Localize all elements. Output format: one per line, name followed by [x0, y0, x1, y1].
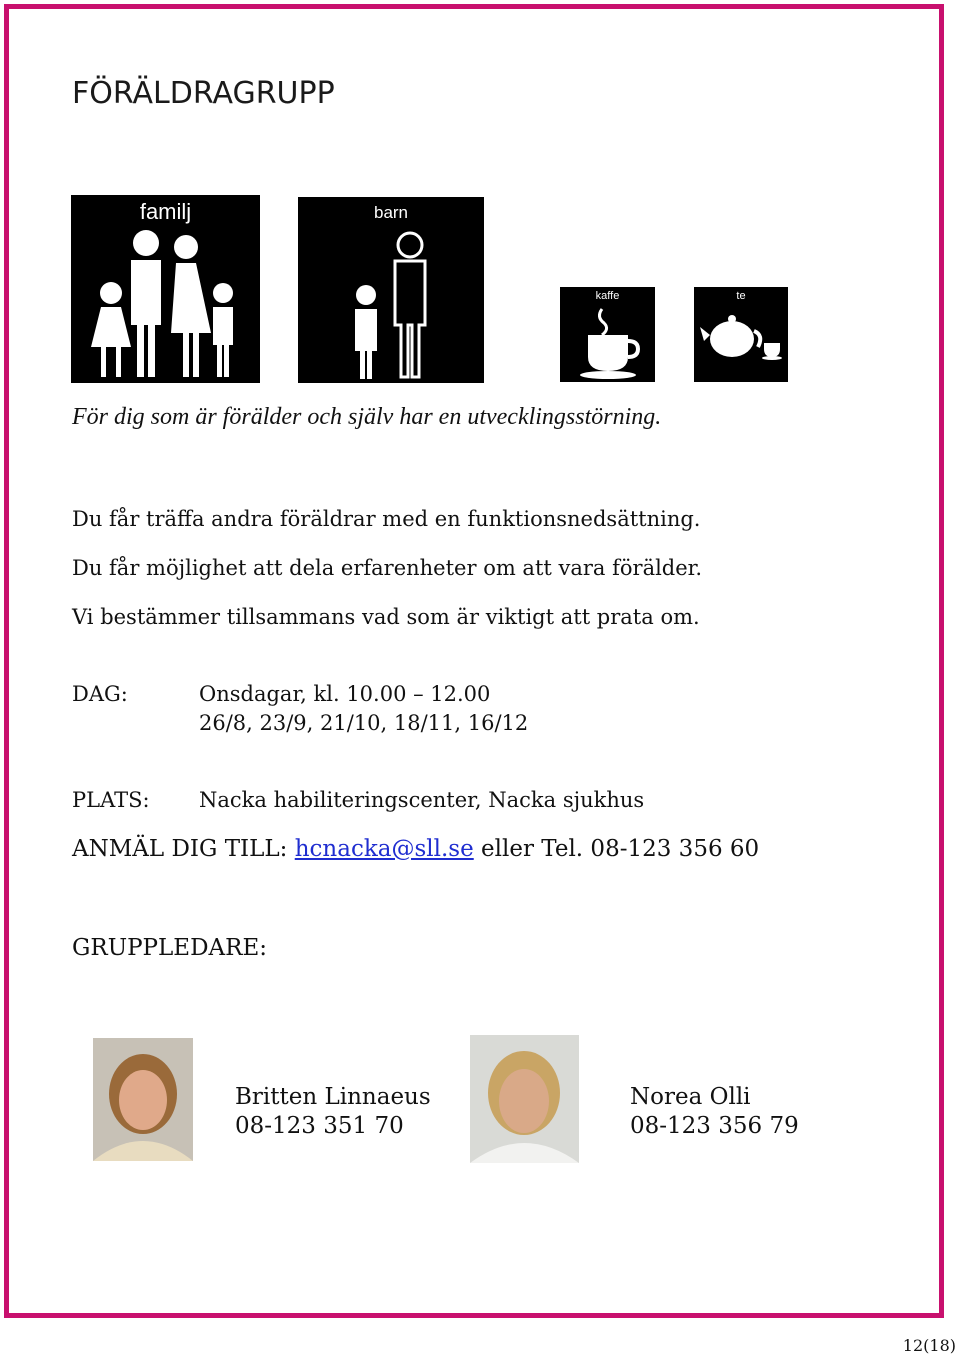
family-pictogram — [71, 195, 260, 383]
parent-child-icon — [298, 197, 484, 383]
leader-name: Norea Olli — [630, 1084, 751, 1110]
coffee-pictogram — [560, 287, 655, 382]
leader-photo — [470, 1035, 579, 1163]
leader-name: Britten Linnaeus — [235, 1084, 431, 1110]
child-pictogram — [298, 197, 484, 383]
leader-phone: 08-123 356 79 — [630, 1113, 799, 1139]
paragraph: Du får träffa andra föräldrar med en funktionsnedsättning. — [72, 507, 701, 531]
email-link[interactable]: hcnacka@sll.se — [294, 836, 474, 862]
day-label: DAG: — [72, 682, 128, 706]
tea-label: te — [736, 290, 746, 302]
signup-line — [72, 836, 759, 862]
leader-phone: 08-123 351 70 — [235, 1113, 404, 1139]
coffee-label: kaffe — [595, 290, 620, 302]
signup-phone: eller Tel. 08-123 356 60 — [481, 836, 760, 862]
teapot-icon — [694, 287, 788, 382]
day-value: Onsdagar, kl. 10.00 – 12.00 — [199, 682, 491, 706]
page-title: FÖRÄLDRAGRUPP — [72, 76, 335, 111]
portrait-image — [470, 1035, 579, 1163]
page-number: 12(18) — [902, 1336, 956, 1355]
family-label: familj — [139, 199, 192, 224]
portrait-image — [93, 1038, 193, 1161]
intro-text: För dig som är förälder och själv har en utvecklingsstörning. — [72, 404, 662, 430]
child-label: barn — [373, 203, 409, 222]
paragraph: Vi bestämmer tillsammans vad som är viktigt att prata om. — [72, 605, 700, 629]
place-label: PLATS: — [72, 788, 150, 812]
leaders-heading: GRUPPLEDARE: — [72, 935, 267, 961]
place-value: Nacka habiliteringscenter, Nacka sjukhus — [199, 788, 645, 812]
tea-pictogram — [694, 287, 788, 382]
family-figures-icon — [71, 195, 260, 383]
signup-label: ANMÄL DIG TILL: — [72, 836, 288, 862]
dates-value: 26/8, 23/9, 21/10, 18/11, 16/12 — [199, 711, 529, 735]
paragraph: Du får möjlighet att dela erfarenheter om att vara förälder. — [72, 556, 703, 580]
coffee-cup-icon — [560, 287, 655, 382]
leader-photo — [93, 1038, 193, 1161]
